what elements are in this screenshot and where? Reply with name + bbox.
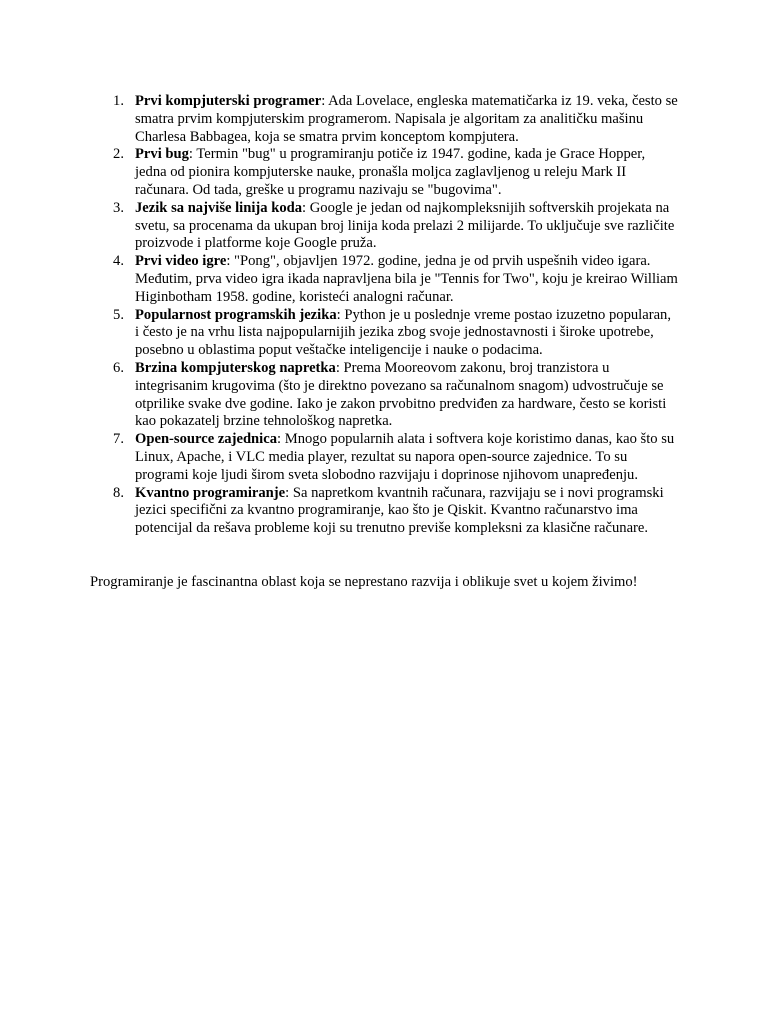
list-item-text: : Google je jedan od najkompleksnijih softverskih projekata na svetu, sa procenama da ukupan broj linija koda prelazi 2 milijarde. To uključuje sve različite proizvode i platforme koje Google pruža. bbox=[135, 199, 675, 252]
list-item-title: Kvantno programiranje bbox=[135, 484, 286, 501]
list-item-title: Prvi video igre bbox=[135, 253, 227, 270]
list-item bbox=[96, 431, 678, 484]
list-item-number: 7. bbox=[113, 431, 124, 448]
list-item-number: 5. bbox=[113, 306, 124, 323]
list-item-text: : Python je u poslednje vreme postao izuzetno popularan, i često je na vrhu lista najpopularnijih jezika zbog svoje jednostavnosti i široke upotrebe, posebno u oblastima poput veštačke inteligencije i nauke o podacima. bbox=[135, 306, 671, 359]
list-item bbox=[96, 200, 678, 253]
list-item-text: : "Pong", objavljen 1972. godine, jedna je od prvih uspešnih video igara. Međutim, prva video igra ikada napravljena bila je "Tennis for Two", koju je kreirao William Higinbotham 1958. godine, koristeći analogni računar. bbox=[135, 253, 678, 305]
list-item-text: : Ada Lovelace, engleska matematičarka iz 19. veka, često se smatra prvim kompjuterskim programerom. Napisala je algoritam za analitičku mašinu Charlesa Babbagea, koja se smatra prvim konceptom kompjutera. bbox=[135, 93, 678, 145]
list-item-number: 1. bbox=[113, 93, 124, 109]
list-item-text: : Termin "bug" u programiranju potiče iz 1947. godine, kada je Grace Hopper, jedna od pionira kompjuterske nauke, pronašla moljca zaglavljenog u releju Mark II računara. Od tada, greške u programu nazivaju se "bugovima". bbox=[135, 146, 646, 198]
list-item-text: : Mnogo popularnih alata i softvera koje koristimo danas, kao što su Linux, Apache, i VLC media player, rezultat su napora open-source zajednice. To su programi koje ljudi širom sveta slobodno razvijaju i doprinose njihovom unapređenju. bbox=[135, 431, 675, 483]
list-item-title: Popularnost programskih jezika bbox=[135, 306, 337, 323]
list-item bbox=[96, 307, 678, 360]
list-item bbox=[96, 360, 678, 431]
list-item-text: : Prema Mooreovom zakonu, broj tranzistora u integrisanim krugovima (što je direktno povezano sa računalnom snagom) udvostručuje se otprilike svake dve godine. Iako je zakon prvobitno predviđen za hardware, često se koristi kao pokazatelj brzine tehnološkog napretka. bbox=[135, 359, 667, 430]
list-item-title: Open-source zajednica bbox=[135, 431, 278, 448]
list-item-text: : Sa napretkom kvantnih računara, razvijaju se i novi programski jezici specifični za kvantno programiranje, kao što je Qiskit. Kvantno računarstvo ima potencijal da rešava probleme koji su trenutno previše kompleksni za klasične računare. bbox=[135, 484, 664, 537]
list-item bbox=[96, 93, 678, 146]
list-item bbox=[96, 253, 678, 306]
list-item-number: 6. bbox=[113, 359, 124, 376]
list-item-title: Prvi bug bbox=[135, 146, 189, 163]
list-item-title: Jezik sa najviše linija koda bbox=[135, 199, 303, 216]
list-item-number: 4. bbox=[113, 253, 124, 270]
list-item-number: 2. bbox=[113, 146, 124, 163]
list-item-title: Prvi kompjuterski programer bbox=[135, 93, 322, 109]
list-item-title: Brzina kompjuterskog napretka bbox=[135, 359, 336, 376]
closing-paragraph: Programiranje je fascinantna oblast koja se neprestano razvija i oblikuje svet u kojem živimo! bbox=[90, 574, 638, 590]
list-item bbox=[96, 146, 678, 199]
list-item bbox=[96, 485, 678, 538]
facts-list bbox=[96, 93, 678, 538]
list-item-number: 8. bbox=[113, 484, 124, 501]
list-item-number: 3. bbox=[113, 199, 124, 216]
